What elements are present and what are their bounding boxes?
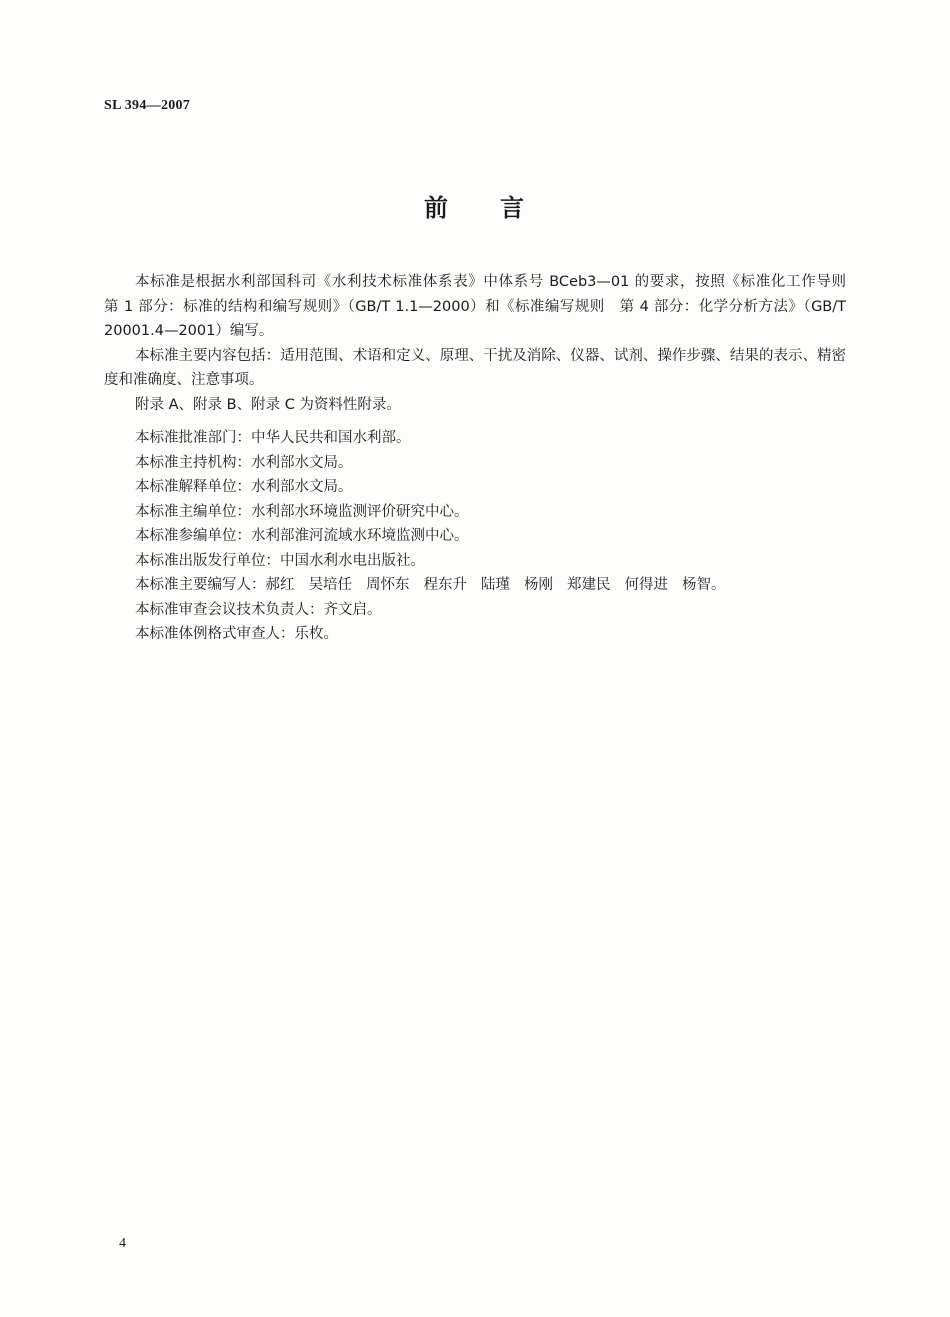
drafter-name: 吴培任: [308, 577, 352, 593]
drafters-label: 本标准主要编写人：: [135, 577, 266, 593]
publisher: 本标准出版发行单位：中国水利水电出版社。: [135, 552, 425, 569]
page-title: [0, 188, 950, 223]
approval-department: 本标准批准部门：中华人民共和国水利部。: [135, 430, 411, 446]
format-reviewer: 本标准体例格式审查人：乐枚。: [135, 626, 338, 642]
interpretation-unit: 本标准解释单位：水利部水文局。: [135, 479, 353, 495]
standard-code: SL 394—2007: [104, 98, 191, 113]
drafter-name: 杨刚: [524, 577, 553, 593]
drafter-name: 周怀东: [366, 577, 410, 593]
paragraph-appendix: 附录 A、附录 B、附录 C 为资料性附录。: [135, 396, 401, 413]
drafter-name: 陆瑾: [481, 577, 510, 593]
page-number: 4: [119, 1236, 126, 1251]
title-char-2: 言: [500, 194, 526, 222]
presiding-organization: 本标准主持机构：水利部水文局。: [135, 454, 353, 471]
drafter-name: 程东升: [423, 577, 467, 593]
main-drafters: [104, 573, 846, 598]
chief-drafting-unit: 本标准主编单位：水利部水环境监测评价研究中心。: [135, 503, 469, 520]
paragraph-basis: 本标准是根据水利部国科司《水利技术标准体系表》中体系号 BCeb3—01 的要求，按照《标准化工作导则 第 1 部分：标准的结构和编写规则》（GB/T 1.1—2000）和《标准编写规则 第 4 部分：化学分析方法》（GB/T 20001.4—2001）编写。: [104, 274, 861, 339]
drafter-name: 杨智。: [682, 577, 726, 593]
paragraph-spacer: [104, 417, 846, 426]
drafter-name: 郑建民: [567, 577, 611, 593]
drafter-name: 郝红: [265, 577, 295, 593]
title-char-1: 前: [424, 194, 450, 222]
participating-drafting-unit: 本标准参编单位：水利部淮河流域水环境监测中心。: [135, 528, 469, 544]
technical-review-lead: 本标准审查会议技术负责人：齐文启。: [135, 601, 382, 618]
paragraph-contents: 本标准主要内容包括：适用范围、术语和定义、原理、干扰及消除、仪器、试剂、操作步骤、结果的表示、精密度和准确度、注意事项。: [104, 347, 846, 388]
foreword-body: [104, 270, 861, 647]
drafter-name: 何得进: [624, 577, 668, 593]
